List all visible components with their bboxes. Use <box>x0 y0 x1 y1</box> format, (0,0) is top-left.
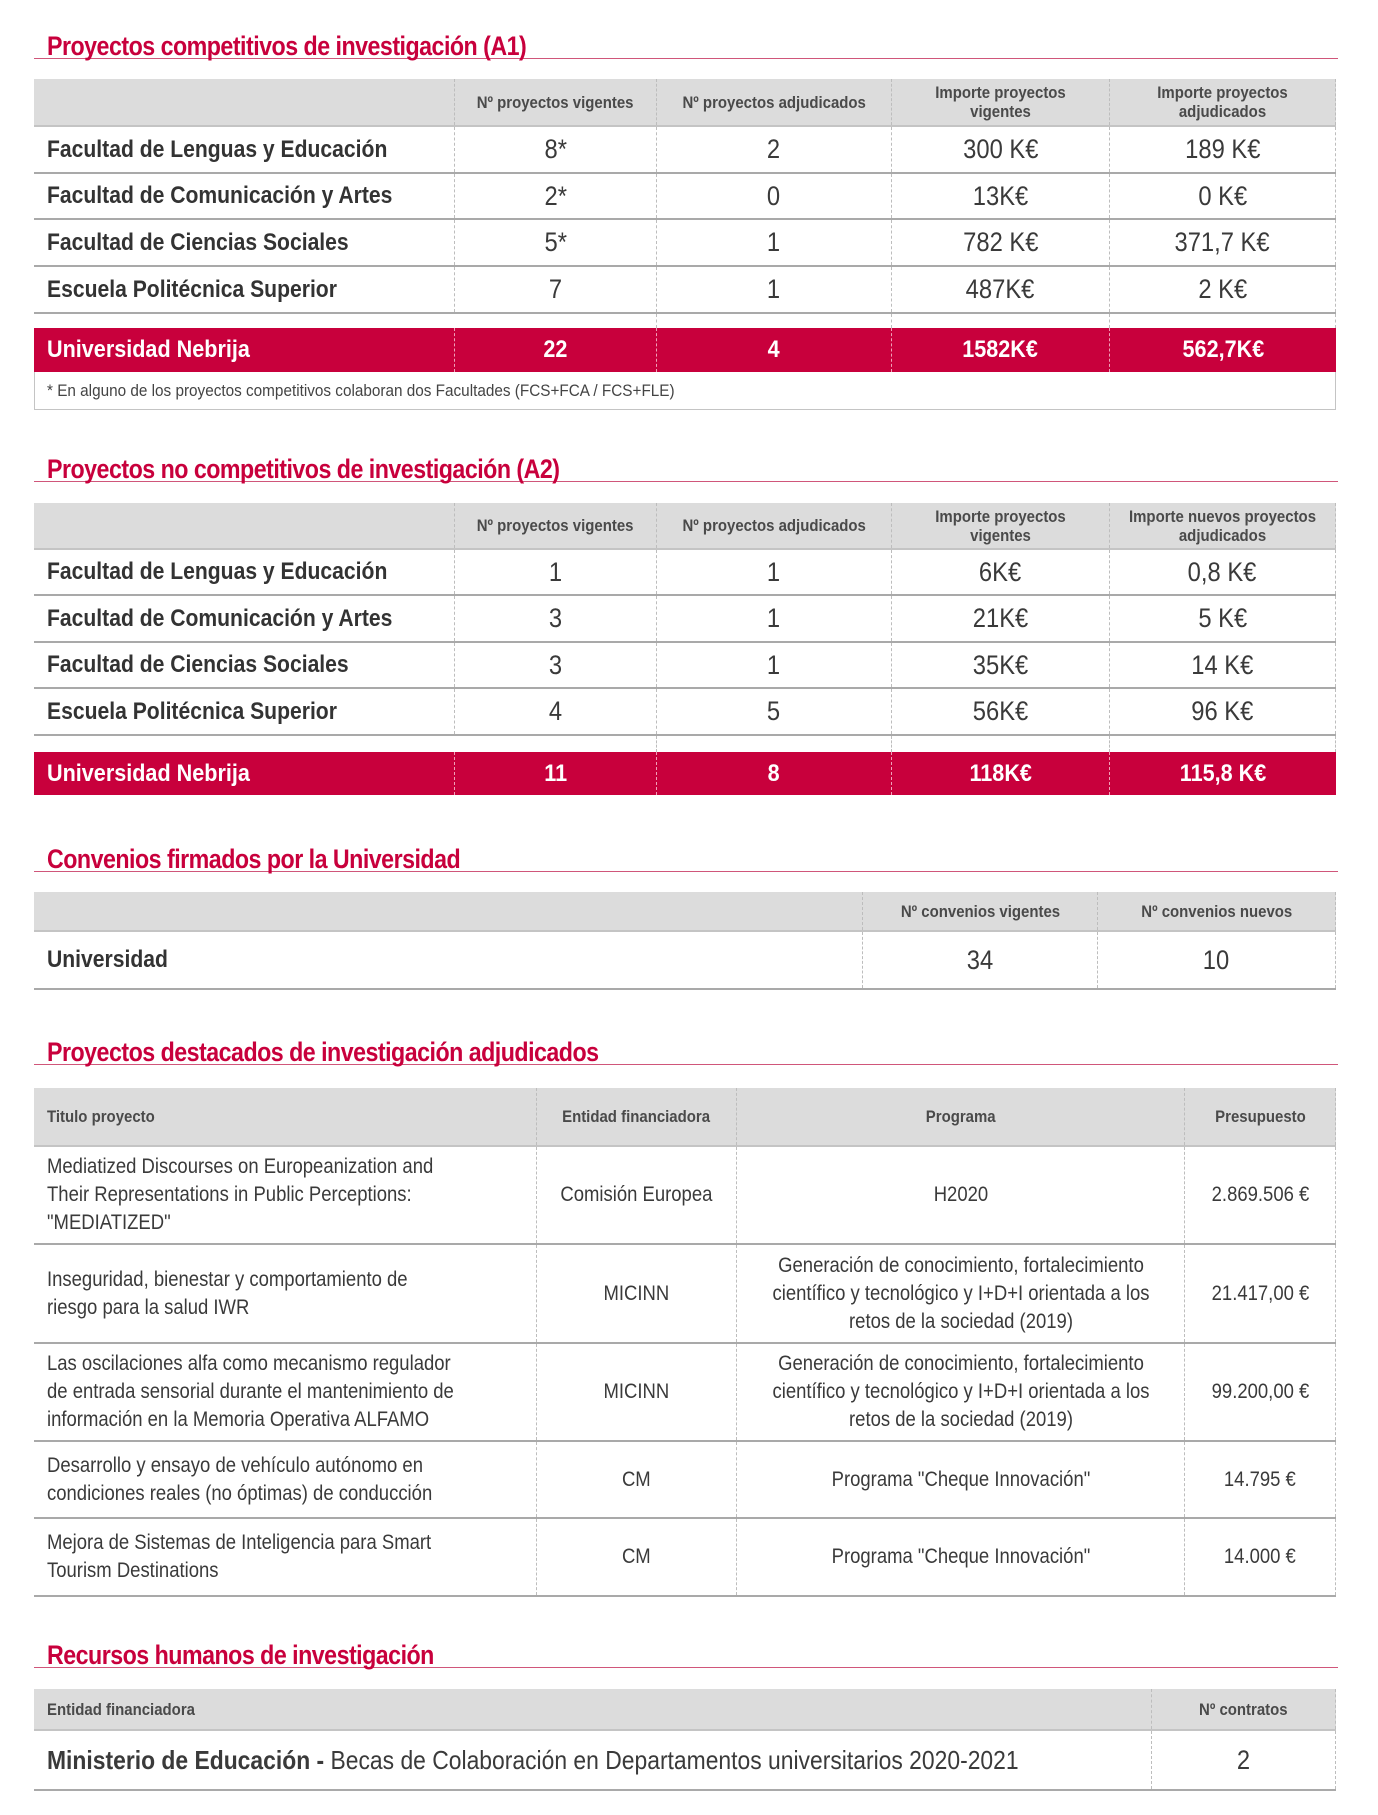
cell-value: 6K€ <box>979 556 1022 587</box>
total-value: 562,7K€ <box>1182 336 1264 363</box>
cell-value: 5* <box>544 227 567 257</box>
row-label: Facultad de Ciencias Sociales <box>47 651 349 678</box>
cell-value: 1 <box>767 274 781 304</box>
total-row <box>34 752 1336 795</box>
table-row <box>34 1519 1336 1597</box>
cell-value: 487K€ <box>966 274 1035 304</box>
cell-value: 5 K€ <box>1198 603 1247 633</box>
cell-value: 2 K€ <box>1198 274 1247 304</box>
cell-value: 13K€ <box>972 180 1029 211</box>
spacer-row <box>34 736 1336 752</box>
entity-name: Ministerio de Educación - <box>47 1744 325 1775</box>
program: Programa "Cheque Innovación" <box>831 1545 1090 1568</box>
col-header: Presupuesto <box>1214 1107 1306 1126</box>
cell-value: 10 <box>1203 944 1230 975</box>
col-header: Importe nuevos proyectos adjudicados <box>1128 506 1317 545</box>
cell-value: 3 <box>548 603 563 633</box>
program: H2020 <box>933 1183 988 1206</box>
table-row <box>34 1731 1336 1791</box>
cell-value: 56K€ <box>972 696 1029 726</box>
table-row <box>34 1344 1336 1442</box>
total-value: 118K€ <box>969 759 1032 787</box>
section-title-a1 <box>34 31 1338 61</box>
total-label: Universidad Nebrija <box>47 759 250 787</box>
table-row <box>34 267 1336 314</box>
table-row <box>34 220 1336 267</box>
entity: CM <box>622 1545 651 1568</box>
program: Generación de conocimiento, fortalecimiento científico y tecnológico y I+D+I orientada a los retos de la sociedad (2019) <box>771 1253 1149 1333</box>
col-header: Nº proyectos adjudicados <box>682 516 866 535</box>
cell-value: 35K€ <box>972 649 1029 680</box>
cell-value: 782 K€ <box>962 227 1039 257</box>
budget: 14.795 € <box>1224 1467 1296 1491</box>
cell-value: 0,8 K€ <box>1188 556 1257 587</box>
budget: 14.000 € <box>1224 1545 1296 1568</box>
spacer-row <box>34 314 1336 328</box>
section-title-destacados <box>34 1037 1338 1067</box>
row-label: Escuela Politécnica Superior <box>47 697 337 725</box>
cell-value: 14 K€ <box>1191 649 1254 680</box>
cell-value: 300 K€ <box>962 134 1039 164</box>
table-row <box>34 127 1336 174</box>
cell-value: 1 <box>767 227 781 257</box>
cell-value: 96 K€ <box>1191 696 1254 726</box>
cell-value: 2 <box>1236 1744 1251 1775</box>
budget: 99.200,00 € <box>1211 1380 1309 1403</box>
footnote-text: * En alguno de los proyectos competitivos colaboran dos Facultades (FCS+FCA / FCS+FLE) <box>47 380 675 400</box>
cell-value: 1 <box>767 556 781 587</box>
col-header: Importe proyectos adjudicados <box>1157 83 1288 121</box>
footnote <box>34 372 1336 410</box>
project-title: Mediatized Discourses on Europeanization and Their Representations in Public Perceptions: "MEDIATIZED" <box>47 1155 434 1234</box>
cell-value: 371,7 K€ <box>1174 227 1271 257</box>
row-label: Facultad de Ciencias Sociales <box>47 228 349 256</box>
table-header <box>34 503 1336 550</box>
entity: MICINN <box>603 1281 670 1305</box>
table-row <box>34 174 1336 220</box>
cell-value: 0 <box>767 180 781 211</box>
table-row <box>34 596 1336 643</box>
total-row <box>34 328 1336 372</box>
section-title-rrhh <box>34 1640 1338 1670</box>
table-header <box>34 1088 1336 1147</box>
table-row <box>34 1245 1336 1344</box>
col-header: Entidad financiadora <box>47 1699 195 1719</box>
total-value: 4 <box>767 336 781 363</box>
table-row <box>34 689 1336 736</box>
total-value: 11 <box>544 759 567 787</box>
row-label: Universidad <box>47 946 168 973</box>
total-value: 115,8 K€ <box>1179 759 1267 787</box>
program: Programa "Cheque Innovación" <box>831 1467 1090 1491</box>
project-title: Mejora de Sistemas de Inteligencia para Smart Tourism Destinations <box>47 1531 432 1582</box>
table-row <box>34 550 1336 596</box>
row-label: Facultad de Comunicación y Artes <box>47 182 393 209</box>
a2-title: Proyectos no competitivos de investigación (A2) <box>47 454 560 484</box>
col-header: Titulo proyecto <box>47 1107 155 1126</box>
program: Generación de conocimiento, fortalecimiento científico y tecnológico y I+D+I orientada a los retos de la sociedad (2019) <box>771 1352 1149 1431</box>
section-title-convenios <box>34 844 1338 874</box>
cell-value: 21K€ <box>972 603 1029 633</box>
cell-value: 1 <box>767 649 781 680</box>
row-label: Facultad de Lenguas y Educación <box>47 135 388 163</box>
cell-value: 0 K€ <box>1198 180 1247 211</box>
project-title: Las oscilaciones alfa como mecanismo regulador de entrada sensorial durante el mantenimiento de información en la Memoria Operativa ALFAMO <box>47 1352 454 1431</box>
cell-value: 5 <box>767 696 781 726</box>
entity: MICINN <box>603 1380 670 1403</box>
col-header: Nº convenios vigentes <box>900 901 1060 921</box>
table-row <box>34 932 1336 990</box>
a1-title: Proyectos competitivos de investigación (A1) <box>47 31 527 61</box>
table-header <box>34 1689 1336 1731</box>
cell-value: 189 K€ <box>1184 134 1261 164</box>
cell-value: 7 <box>548 274 563 304</box>
cell-value: 8* <box>544 134 567 164</box>
col-header: Nº proyectos vigentes <box>477 92 634 112</box>
table-header <box>34 79 1336 127</box>
convenios-title: Convenios firmados por la Universidad <box>47 844 461 874</box>
total-value: 8 <box>767 759 781 787</box>
col-header: Importe proyectos vigentes <box>935 83 1066 121</box>
cell-value: 2* <box>544 180 567 211</box>
total-value: 22 <box>543 336 568 363</box>
entity: CM <box>622 1467 651 1491</box>
rrhh-title: Recursos humanos de investigación <box>47 1640 434 1670</box>
row-label: Facultad de Comunicación y Artes <box>47 604 393 632</box>
table-row <box>34 1147 1336 1245</box>
entity-description: Becas de Colaboración en Departamentos universitarios 2020-2021 <box>324 1744 1019 1775</box>
col-header: Programa <box>925 1107 996 1126</box>
col-header: Nº contratos <box>1199 1699 1288 1719</box>
budget: 21.417,00 € <box>1211 1281 1309 1305</box>
destacados-title: Proyectos destacados de investigación adjudicados <box>47 1037 599 1067</box>
budget: 2.869.506 € <box>1211 1183 1309 1206</box>
col-header: Nº convenios nuevos <box>1141 901 1292 921</box>
entity: Comisión Europea <box>560 1183 713 1206</box>
project-title: Desarrollo y ensayo de vehículo autónomo en condiciones reales (no óptimas) de conducción <box>47 1453 433 1505</box>
table-header <box>34 892 1336 932</box>
total-value: 1582K€ <box>962 336 1039 363</box>
row-label: Escuela Politécnica Superior <box>47 275 337 303</box>
cell-value: 34 <box>966 944 994 975</box>
total-label: Universidad Nebrija <box>47 336 250 363</box>
col-header: Entidad financiadora <box>562 1107 711 1126</box>
cell-value: 1 <box>767 603 781 633</box>
col-header: Nº proyectos adjudicados <box>682 92 866 112</box>
cell-value: 2 <box>767 134 781 164</box>
table-row <box>34 1442 1336 1519</box>
cell-value: 3 <box>548 649 563 680</box>
entity-text <box>47 1745 1019 1776</box>
row-label: Facultad de Lenguas y Educación <box>47 558 388 585</box>
cell-value: 4 <box>548 696 563 726</box>
table-row <box>34 643 1336 689</box>
col-header: Nº proyectos vigentes <box>477 516 634 535</box>
cell-value: 1 <box>548 556 563 587</box>
project-title: Inseguridad, bienestar y comportamiento de riesgo para la salud IWR <box>47 1267 408 1319</box>
col-header: Importe proyectos vigentes <box>935 506 1066 545</box>
section-title-a2 <box>34 454 1338 484</box>
